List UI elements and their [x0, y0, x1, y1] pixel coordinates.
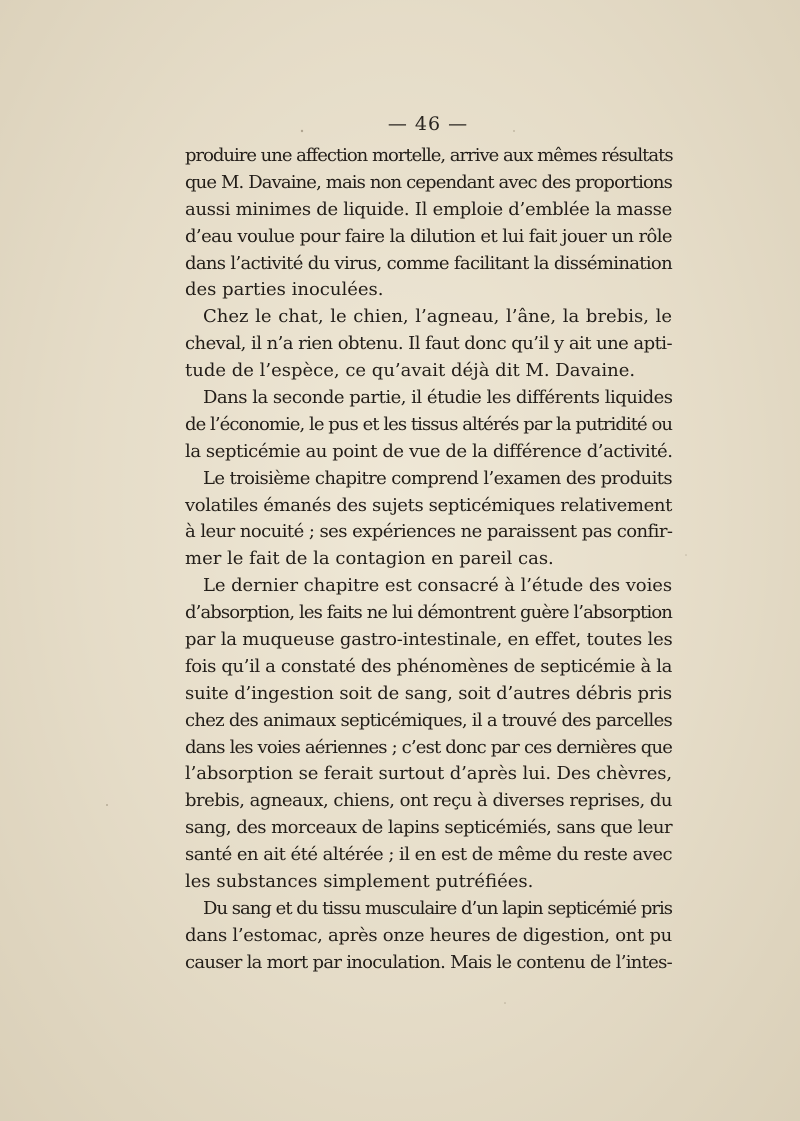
text-line: santé en ait été altérée ; il en est de même du reste avec: [185, 844, 672, 866]
text-line: par la muqueuse gastro-intestinale, en effet, toutes les: [185, 629, 673, 651]
text-line: d’absorption, les faits ne lui démontrent guère l’absorption: [185, 602, 672, 624]
text-line: à leur nocuité ; ses expériences ne paraissent pas confir-: [185, 521, 673, 543]
paragraph-start: Chez le chat, le chien, l’agneau, l’âne, la brebis, le: [203, 306, 672, 328]
text-line: tude de l’espèce, ce qu’avait déjà dit M. Davaine.: [185, 360, 636, 382]
text-line: de l’économie, le pus et les tissus altérés par la putridité ou: [185, 413, 672, 435]
text-line: produire une affection mortelle, arrive aux mêmes résultats: [185, 145, 673, 166]
paragraph-start: Dans la seconde partie, il étudie les différents liquides: [203, 387, 673, 409]
text-line: cheval, il n’a rien obtenu. Il faut donc qu’il y ait une apti-: [185, 333, 672, 355]
text-line: chez des animaux septicémiques, il a trouvé des parcelles: [185, 709, 672, 731]
text-line: les substances simplement putréfiées.: [185, 871, 534, 893]
text-line: suite d’ingestion soit de sang, soit d’autres débris pris: [185, 682, 672, 704]
text-line: volatiles émanés des sujets septicémiques relativement: [185, 494, 672, 516]
text-line: dans l’activité du virus, comme facilitant la dissémination: [185, 252, 672, 274]
page-number: — 46 —: [387, 113, 469, 135]
paragraph-start: Le troisième chapitre comprend l’examen des produits: [203, 467, 672, 489]
text-line: mer le fait de la contagion en pareil cas.: [185, 548, 554, 570]
text-line: aussi minimes de liquide. Il emploie d’emblée la masse: [185, 198, 672, 220]
text-line: brebis, agneaux, chiens, ont reçu à diverses reprises, du: [185, 790, 672, 812]
text-line: des parties inoculées.: [185, 279, 384, 301]
paragraph-start: Du sang et du tissu musculaire d’un lapin septicémié pris: [203, 897, 672, 919]
text-line: dans l’estomac, après onze heures de digestion, ont pu: [185, 924, 672, 946]
text-line: fois qu’il a constaté des phénomènes de septicémie à la: [185, 655, 672, 677]
text-line: causer la mort par inoculation. Mais le contenu de l’intes-: [185, 951, 672, 973]
text-line: l’absorption se ferait surtout d’après lui. Des chèvres,: [185, 763, 672, 785]
text-line: la septicémie au point de vue de la différence d’activité.: [185, 440, 673, 462]
text-line: dans les voies aériennes ; c’est donc par ces dernières que: [185, 736, 672, 758]
text-line: d’eau voulue pour faire la dilution et lui fait jouer un rôle: [185, 225, 672, 247]
text-line: que M. Davaine, mais non cependant avec des proportions: [185, 171, 672, 193]
text-line: sang, des morceaux de lapins septicémiés, sans que leur: [185, 817, 672, 839]
paragraph-start: Le dernier chapitre est consacré à l’étude des voies: [203, 575, 672, 597]
body-text: [185, 143, 672, 977]
